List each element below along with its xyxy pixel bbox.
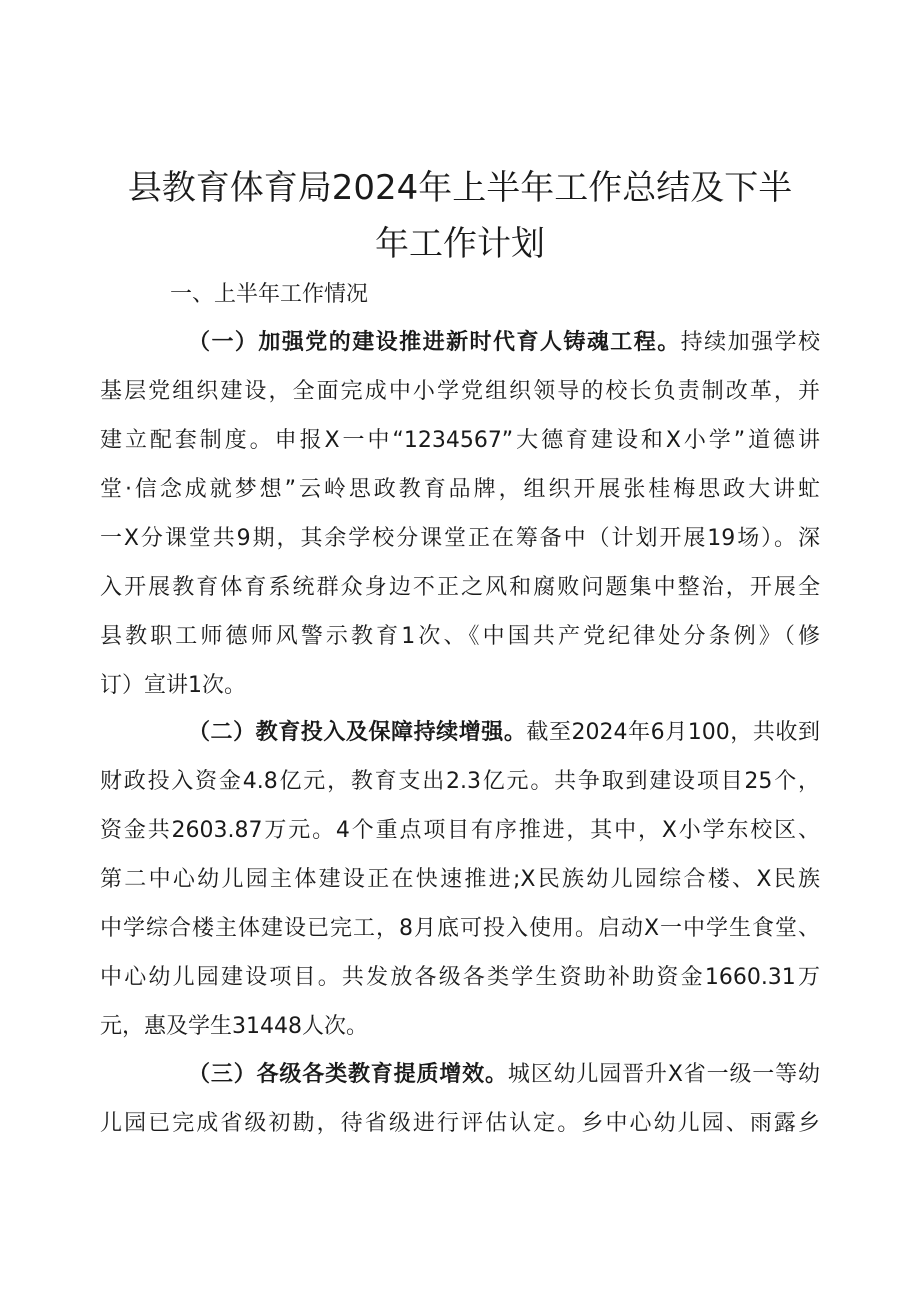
title-line: 年工作计划 bbox=[375, 224, 545, 264]
paragraph-line: 入开展教育体育系统群众身边不正之风和腐败问题集中整治，开展全 bbox=[100, 575, 820, 600]
section-heading: 一、上半年工作情况 bbox=[170, 282, 369, 307]
paragraph-line: 基层党组织建设，全面完成中小学党组织领导的校长负责制改革，并 bbox=[100, 379, 820, 404]
paragraph-line: 第二中心幼儿园主体建设正在快速推进;X民族幼儿园综合楼、X民族 bbox=[100, 867, 820, 892]
paragraph-text: 截至2024年6月100，共收到 bbox=[526, 720, 820, 745]
paragraph-line: 一X分课堂共9期，其余学校分课堂正在筹备中（计划开展19场）。深 bbox=[100, 526, 820, 551]
paragraph-first-line bbox=[100, 708, 820, 757]
paragraph-lead: （二）教育投入及保障持续增强。 bbox=[188, 720, 527, 745]
paragraph-line: 堂·信念成就梦想”云岭思政教育品牌，组织开展张桂梅思政大讲虻 bbox=[100, 477, 820, 502]
document-title bbox=[110, 160, 810, 272]
paragraph-investment bbox=[100, 708, 820, 1051]
title-line: 县教育体育局2024年上半年工作总结及下半 bbox=[127, 168, 793, 208]
paragraph-first-line bbox=[100, 318, 820, 367]
paragraph-line: 资金共2603.87万元。4个重点项目有序推进，其中，X小学东校区、 bbox=[100, 818, 820, 843]
paragraph-line: 订）宣讲1次。 bbox=[100, 673, 246, 698]
paragraph-text: 持续加强学校 bbox=[680, 330, 820, 355]
paragraph-text: 城区幼儿园晋升X省一级一等幼 bbox=[507, 1062, 820, 1087]
paragraph-lead: （三）各级各类教育提质增效。 bbox=[188, 1062, 508, 1087]
paragraph-party-building bbox=[100, 318, 820, 710]
paragraph-line: 元，惠及学生31448人次。 bbox=[100, 1014, 368, 1039]
paragraph-line: 中心幼儿园建设项目。共发放各级各类学生资助补助资金1660.31万 bbox=[100, 965, 820, 990]
paragraph-line: 儿园已完成省级初勘，待省级进行评估认定。乡中心幼儿园、雨露乡 bbox=[100, 1111, 820, 1136]
paragraph-line: 中学综合楼主体建设已完工，8月底可投入使用。启动X一中学生食堂、 bbox=[100, 916, 820, 941]
paragraph-first-line bbox=[100, 1050, 820, 1099]
paragraph-line: 县教职工师德师风警示教育1次、《中国共产党纪律处分条例》（修 bbox=[100, 624, 820, 649]
paragraph-line: 财政投入资金4.8亿元，教育支出2.3亿元。共争取到建设项目25个， bbox=[100, 769, 820, 794]
paragraph-line: 建立配套制度。申报X一中“1234567”大德育建设和X小学”道德讲 bbox=[100, 428, 820, 453]
paragraph-education-quality bbox=[100, 1050, 820, 1148]
paragraph-lead: （一）加强党的建设推进新时代育人铸魂工程。 bbox=[188, 330, 681, 355]
